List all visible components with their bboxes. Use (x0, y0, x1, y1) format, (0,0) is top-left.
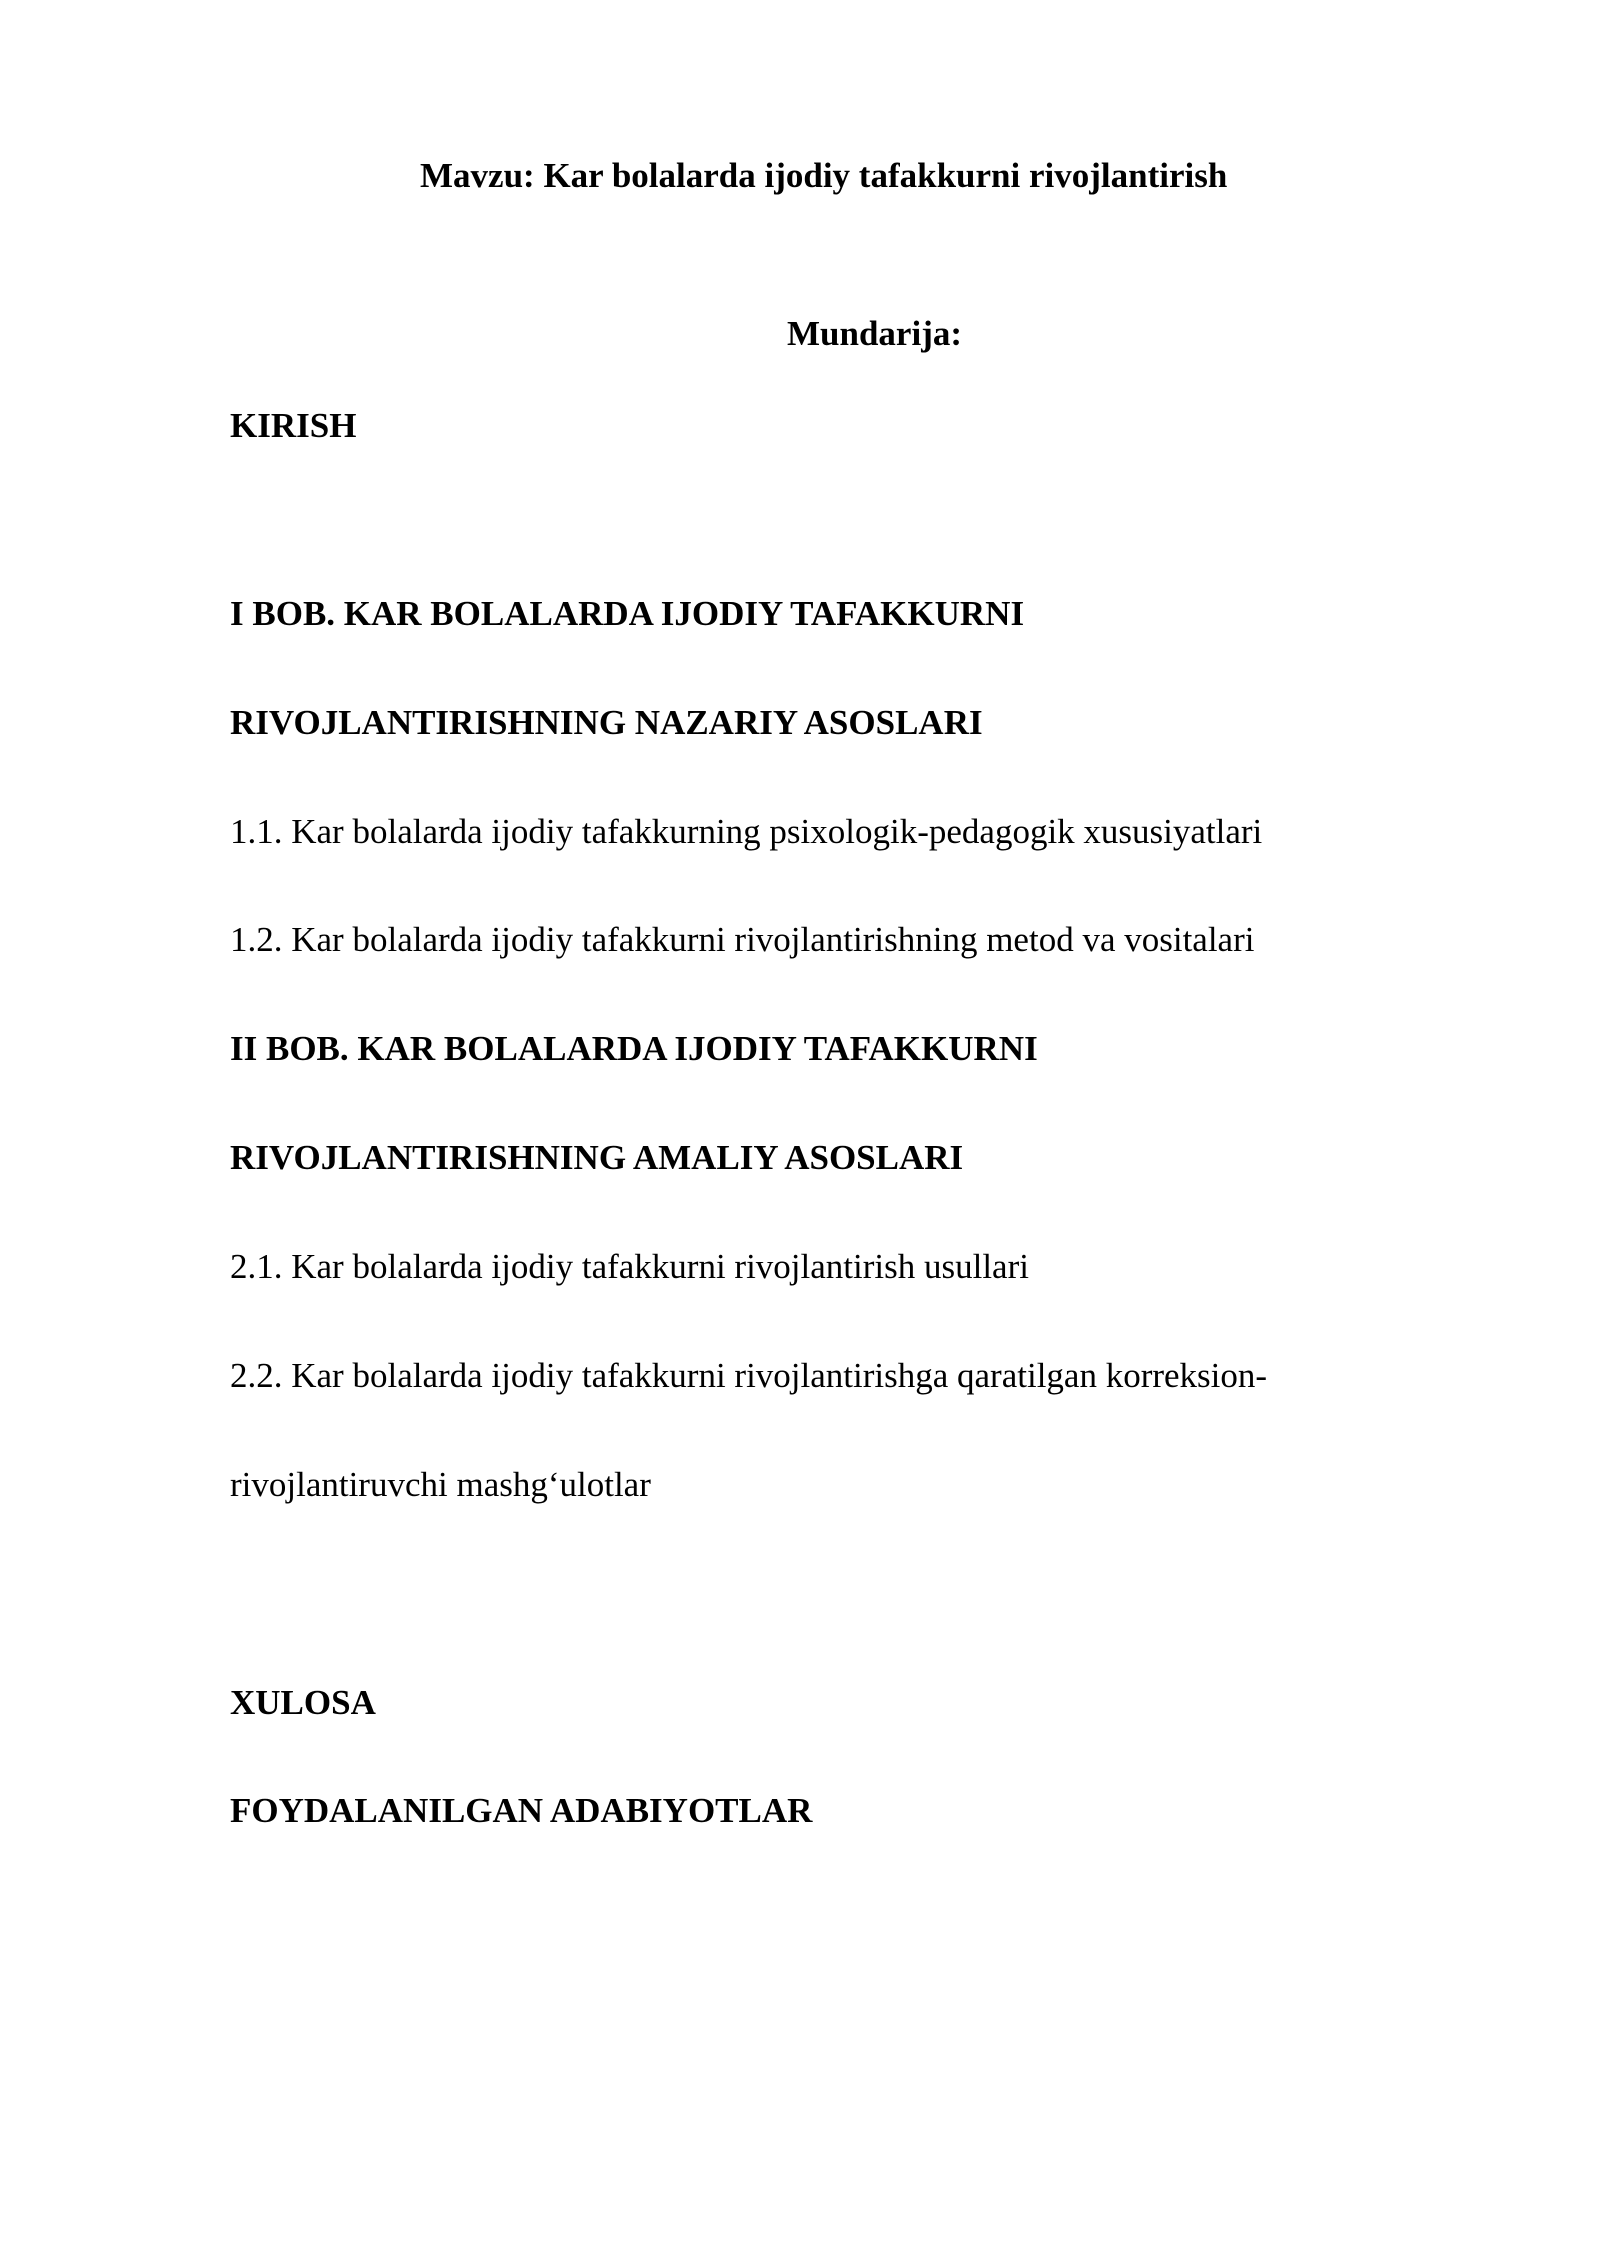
toc-section-1-1: 1.1. Kar bolalarda ijodiy tafakkurning psixologik-pedagogik xususiyatlari (230, 812, 1263, 851)
toc-section-2-2-line1: 2.2. Kar bolalarda ijodiy tafakkurni rivojlantirishga qaratilgan korreksion- (230, 1356, 1268, 1395)
contents-heading: Mundarija: (787, 314, 962, 353)
toc-section-1-2: 1.2. Kar bolalarda ijodiy tafakkurni rivojlantirishning metod va vositalari (230, 920, 1255, 959)
document-topic: Mavzu: Kar bolalarda ijodiy tafakkurni rivojlantirish (420, 156, 1228, 195)
toc-conclusion: XULOSA (230, 1683, 376, 1722)
toc-chapter2-title-line2: RIVOJLANTIRISHNING AMALIY ASOSLARI (230, 1138, 964, 1177)
toc-chapter1-title-line2: RIVOJLANTIRISHNING NAZARIY ASOSLARI (230, 703, 983, 742)
toc-section-2-2-line2: rivojlantiruvchi mashg‘ulotlar (230, 1465, 651, 1504)
toc-chapter2-title-line1: II BOB. KAR BOLALARDA IJODIY TAFAKKURNI (230, 1029, 1038, 1068)
toc-section-2-1: 2.1. Kar bolalarda ijodiy tafakkurni rivojlantirish usullari (230, 1247, 1029, 1286)
toc-chapter1-title-line1: I BOB. KAR BOLALARDA IJODIY TAFAKKURNI (230, 594, 1025, 633)
toc-references: FOYDALANILGAN ADABIYOTLAR (230, 1791, 813, 1830)
toc-intro: KIRISH (230, 406, 357, 445)
